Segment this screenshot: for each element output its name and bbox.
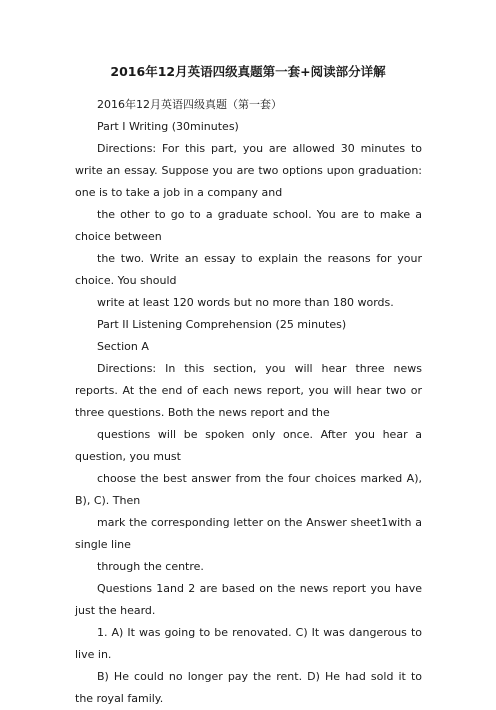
document-body xyxy=(75,94,422,710)
paragraph-part2-heading: Part II Listening Comprehension (25 minutes) xyxy=(97,318,347,331)
paragraph-writing-directions: Directions: For this part, you are allowed 30 minutes to write an essay. Suppose you are two options upon graduation: one is to take a job in a company and xyxy=(75,142,422,199)
paragraph-subtitle: 2016年12月英语四级真题（第一套） xyxy=(97,98,282,111)
paragraph-question-1-options-bd: B) He could no longer pay the rent. D) He had sold it to the royal family. xyxy=(75,670,422,705)
paragraph-question-1-options-ac: 1. A) It was going to be renovated. C) It was dangerous to live in. xyxy=(75,626,422,661)
paragraph-part1-heading: Part I Writing (30minutes) xyxy=(97,120,239,133)
paragraph-listening-directions-cont-4: through the centre. xyxy=(97,560,204,573)
document-title: 2016年12月英语四级真题第一套+阅读部分详解 xyxy=(110,64,386,79)
paragraph-listening-directions-cont-3: mark the corresponding letter on the Answer sheet1with a single line xyxy=(75,516,422,551)
paragraph-writing-directions-cont-1: the other to go to a graduate school. You are to make a choice between xyxy=(75,208,422,243)
paragraph-writing-directions-cont-3: write at least 120 words but no more than 180 words. xyxy=(97,296,394,309)
paragraph-questions-intro: Questions 1and 2 are based on the news report you have just the heard. xyxy=(75,582,422,617)
paragraph-writing-directions-cont-2: the two. Write an essay to explain the reasons for your choice. You should xyxy=(75,252,422,287)
paragraph-section-a: Section A xyxy=(97,340,149,353)
paragraph-listening-directions-cont-1: questions will be spoken only once. After you hear a question, you must xyxy=(75,428,422,463)
paragraph-listening-directions-cont-2: choose the best answer from the four choices marked A), B), C). Then xyxy=(75,472,422,507)
paragraph-listening-directions: Directions: In this section, you will hear three news reports. At the end of each news report, you will hear two or three questions. Both the news report and the xyxy=(75,362,422,419)
